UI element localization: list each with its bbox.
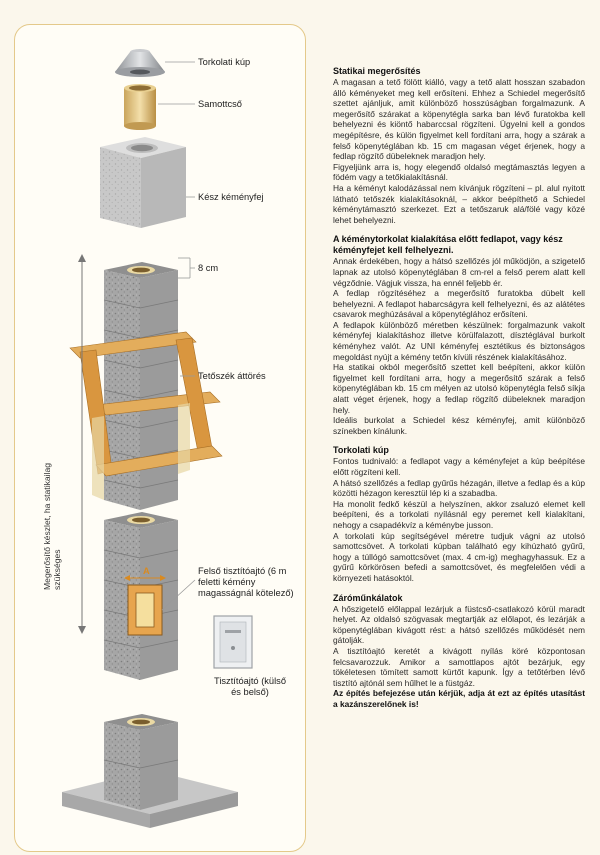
- chimney-base: [62, 714, 238, 828]
- closing-note: Az építés befejezése után kérjük, adja át ezt az építés utasítást a kazánszerelőnek is!: [333, 688, 585, 709]
- paragraph: A hőszigetelő előlappal lezárjuk a füstcső-csatlakozó körül maradt helyet. Az oldalsó szögvasak megtartják az előlapot, és lezárják a köpenytéglában kivágott rést: a hátsó szellőzés működését nem gátolják.: [333, 603, 585, 646]
- paragraph: A hátsó szellőzés a fedlap gyűrűs hézagán, illetve a fedlap és a kúp közötti hézagon keresztül lép ki a szabadba.: [333, 477, 585, 499]
- paragraph: A tisztítóajtó keretét a kivágott nyílás köré központosan felcsavarozzuk. Amikor a samottlapos ajtót bezárjuk, egy tökéletesen tömített samott kürtőt kapunk. Így a tetőtérben lévő tisztító ajtónál sem hűlhet le a füstgáz.: [333, 645, 585, 688]
- section-title-static-reinforcement: Statikai megerősítés: [333, 66, 421, 76]
- paragraph: A fedlap rögzítéséhez a megerősítő furatokba dübelt kell behelyezni. A fedlapot habarcságyra kell felhelyezni, és az alátétes csavarok meghúzásával a köpenytéglához erősíteni.: [333, 288, 585, 320]
- fireclay-pipe: [124, 84, 156, 130]
- chimney-head: [100, 137, 186, 228]
- section-title-cone-cap: Torkolati kúp: [333, 445, 389, 456]
- label-upper-cleaning-door: Felső tisztítóajtó (6 m feletti kémény magasságnál kötelező): [198, 566, 294, 598]
- cleaning-door-image: [214, 616, 252, 668]
- label-chimney-head: Kész kéményfej: [198, 192, 264, 202]
- paragraph: Ha statikai okból megerősítő szettet kell beépíteni, akkor külön figyelmet kell fordítani arra, hogy a megerősítő szárak a felső köpenytéglában kb. 15 cm mélyen az utolsó köpenytégla felső síkja alatt véget érjenek, hogy a fedlap rögzítő dübeleknek maradjon hely.: [333, 362, 585, 415]
- chimney-stack-lower: [104, 512, 178, 680]
- paragraph: Ideális burkolat a Schiedel kész kéményfej, amit különböző színekben kínálunk.: [333, 415, 585, 436]
- paragraph: A torkolati kúp segítségével méretre tudjuk vágni az utolsó samottcsövet. A torkolati kúpban található egy kihúzható gyűrű, hogy a túllógó samottcsövet (max. 4 cm-ig) meghagyhassuk. Ez a gyűrű körkörösen befedi a samottcsövet, és megfelelően védi a környezeti hatásoktól.: [333, 530, 585, 583]
- paragraph: Figyeljünk arra is, hogy elegendő oldalsó megtámasztás legyen a födém vagy a tetőkialakításnál.: [333, 161, 585, 183]
- cone-cap: [115, 49, 165, 77]
- paragraph: A fedlapok különböző méretben készülnek: forgalmazunk vakolt kéményfej kialakításhoz illetve körülfalazott, dísztéglával burkolt kéményhez valót. Az UNI kéményfej esztétikus és biztonságos megoldást nyújt a kémény tetőn kívüli részének kialakításához.: [333, 319, 585, 362]
- label-fireclay-pipe: Samottcső: [198, 99, 242, 109]
- section-title-chimney-outlet: A kéménytorkolat kialakítása előtt fedlapot, vagy kész kéményfejet kell felhelyezni.: [333, 234, 563, 256]
- instructions-text: [333, 66, 585, 709]
- label-reinforcement: Megerősítő készlet, ha statikailag szükséges: [42, 462, 62, 590]
- label-roof-penetration: Tetőszék áttörés: [198, 371, 266, 381]
- label-gap-8cm: 8 cm: [198, 263, 219, 273]
- paragraph: Ha a kéményt kalodázással nem kívánjuk rögzíteni – pl. alul nyitott látható tetőszék kialakításoknál, – akkor beépíthető a Schiedel kéménytámasztó szerkezet. Ezt a tetőszaruk alá/fölé vagy közé lehet behelyezni.: [333, 182, 585, 225]
- paragraph: Fontos tudnivaló: a fedlapot vagy a kéményfejet a kúp beépítése előtt rögzíteni kell.: [333, 456, 585, 477]
- reinforcement-arrow: [78, 254, 86, 634]
- section-title-closing-works: Záróműnkálatok: [333, 592, 403, 603]
- label-cone-cap: Torkolati kúp: [198, 57, 251, 67]
- paragraph: A magasan a tető fölött kiálló, vagy a tető alatt hosszan szabadon álló kéményeket meg kell erősíteni. Ehhez a Schiedel megerősítő szettet ajánljuk, amit különböző hosszúságban forgalmazunk. A megerősítő szárakat a köpenytégla sarka ban lévő furatokba kell behelyezni és kiöntő habarccsal rögzíteni. Ügyelni kell a gondos megépítésre, és külön figyelmet kell fordítani arra, hogy a szárak a felső köpenytéglában kb. 15 cm magasan véget érjenek, hogy a fedlap rögzítő dübeleknek maradjon hely.: [333, 77, 585, 162]
- paragraph: Ha monolit fedkő készül a helyszínen, akkor zsaluzó elemet kell beépíteni, és a torkolati nyílásnál egy peremet kell kialakítani, nehogy a csapadékvíz a kéménybe jusson.: [333, 498, 585, 530]
- label-dimension-a: A: [143, 566, 150, 576]
- label-cleaning-door: Tisztítóajtó (külső és belső): [214, 676, 286, 697]
- paragraph: Annak érdekében, hogy a hátsó szellőzés jól működjön, a szigetelő lapnak az utolsó köpenytéglában 8 cm-rel a felső perem alatt kell végződnie. Vágjuk vissza, ha ennél feljebb ér.: [333, 256, 585, 288]
